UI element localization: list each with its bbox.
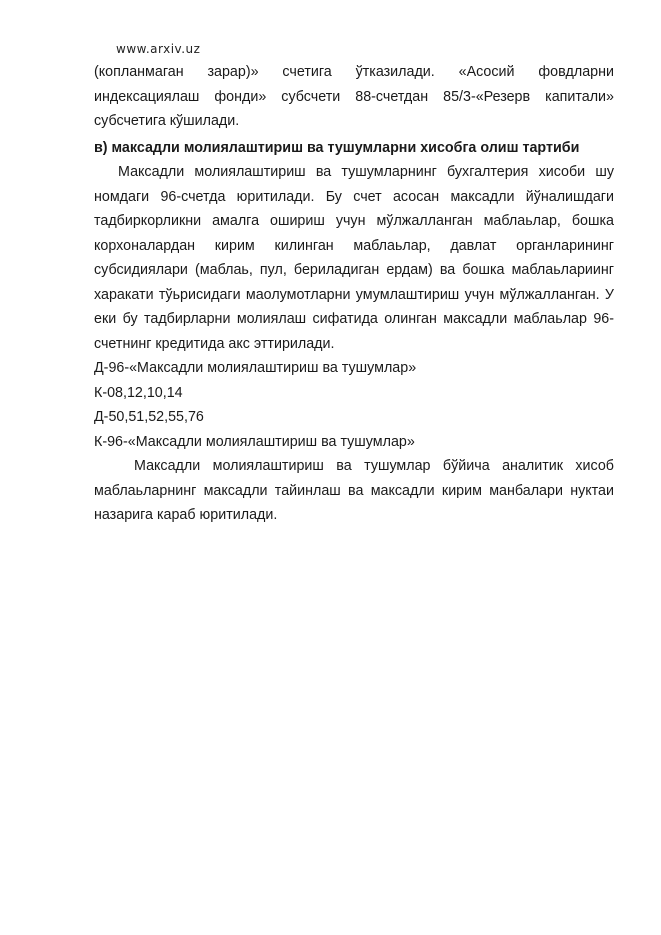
watermark: www.arxiv.uz bbox=[116, 42, 201, 56]
journal-entry-debit-1: Д-96-«Максадли молиялаштириш ва тушумлар» bbox=[94, 360, 417, 376]
final-paragraph: Максадли молиялаштириш ва тушумлар бўйича аналитик хисоб маблаьларнинг максадли тайинлаш ва максадли кирим манбалари нуктаи назарига караб юритилади. bbox=[94, 458, 614, 523]
intro-paragraph: (копланмаган зарар)» счетига ўтказилади. «Асосий фовдларни индексациялаш фонди» субсчети 88-счетдан 85/3-«Резерв капитали» субсчетига кўшилади. bbox=[94, 64, 614, 129]
main-paragraph: Максадли молиялаштириш ва тушумларнинг бухгалтерия хисоби шу номдаги 96-счетда юритилади. Бу счет асосан максадли йўналишдаги тадбиркорликни амалга ошириш учун мўлжалланган маблаьлар, бошка корхоналардан кирим килинган маблаьлар, давлат органларининг субсидиялари (маблаь, пул, бериладиган ердам) ва бошка маблаьлариинг харакати тўьрисидаги маолумотларни умумлаштириш учун мўлжалланган. У еки бу тадбирларни молиялаш сифатида олинган максадли маблаьлар 96-счетнинг кредитида акс эттирилади. bbox=[94, 164, 614, 352]
journal-entry-credit-2: К-96-«Максадли молиялаштириш ва тушумлар» bbox=[94, 433, 415, 450]
section-heading: в) максадли молиялаштириш ва тушумларни хисобга олиш тартиби bbox=[94, 139, 580, 156]
document-body bbox=[94, 60, 614, 528]
journal-entry-credit-1: К-08,12,10,14 bbox=[94, 384, 183, 401]
journal-entry-debit-2: Д-50,51,52,55,76 bbox=[94, 409, 204, 425]
